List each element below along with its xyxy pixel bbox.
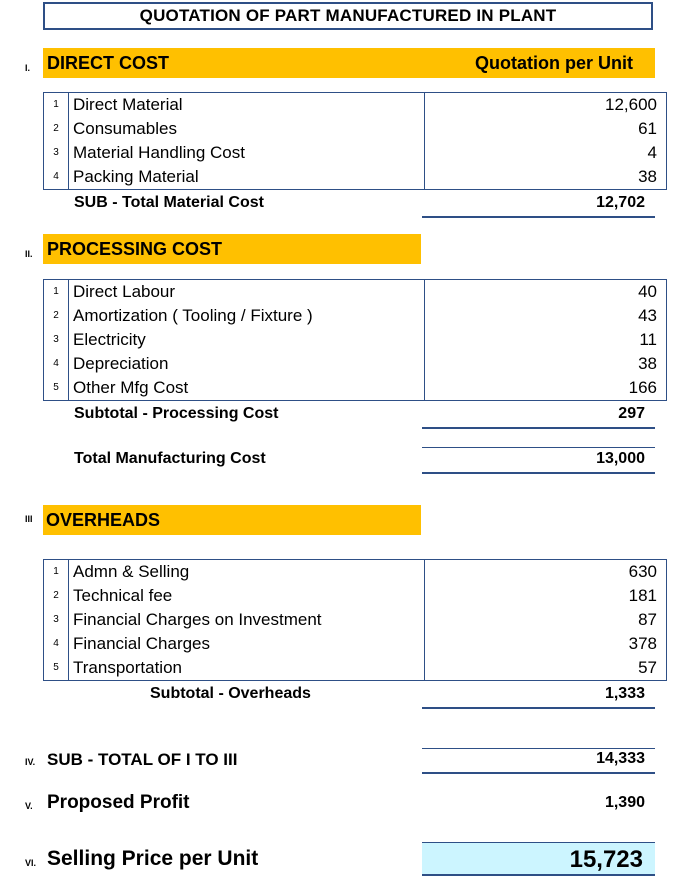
row-number: 3 — [44, 608, 69, 632]
row-number: 4 — [44, 632, 69, 656]
row-number: 2 — [44, 117, 69, 141]
row-value: 38 — [425, 352, 667, 376]
page-title: QUOTATION OF PART MANUFACTURED IN PLANT — [43, 2, 653, 30]
section-numeral-overheads: III — [25, 514, 33, 524]
row-value: 38 — [425, 165, 667, 190]
row-number: 1 — [44, 93, 69, 118]
row-number: 5 — [44, 656, 69, 681]
subtotal-overheads-value: 1,333 — [422, 685, 655, 709]
row-number: 5 — [44, 376, 69, 401]
subtotal-processing-label: Subtotal - Processing Cost — [74, 405, 279, 422]
row-label: Admn & Selling — [69, 560, 425, 585]
table-row — [44, 280, 667, 305]
divider — [422, 748, 655, 749]
section-header-direct — [43, 48, 655, 78]
column-heading-quotation: Quotation per Unit — [475, 52, 633, 73]
table-row — [44, 352, 667, 376]
table-row — [44, 608, 667, 632]
table-row — [44, 117, 667, 141]
row-label: Direct Labour — [69, 280, 425, 305]
selling-price-value: 15,723 — [422, 843, 655, 876]
row-number: 2 — [44, 304, 69, 328]
section-numeral-selling: VI. — [25, 858, 37, 868]
row-value: 4 — [425, 141, 667, 165]
table-row — [44, 165, 667, 190]
row-label: Depreciation — [69, 352, 425, 376]
section-header-overheads — [43, 505, 421, 535]
row-label: Financial Charges on Investment — [69, 608, 425, 632]
subtotal-all-label: SUB - TOTAL OF I TO III — [47, 750, 238, 769]
row-value: 630 — [425, 560, 667, 585]
subtotal-material-value: 12,702 — [422, 194, 655, 218]
table-row — [44, 304, 667, 328]
row-number: 2 — [44, 584, 69, 608]
section-title-processing: PROCESSING COST — [47, 238, 223, 259]
row-value: 87 — [425, 608, 667, 632]
row-number: 3 — [44, 141, 69, 165]
profit-value: 1,390 — [604, 794, 645, 811]
row-number: 4 — [44, 165, 69, 190]
row-value: 61 — [425, 117, 667, 141]
table-row — [44, 328, 667, 352]
row-label: Direct Material — [69, 93, 425, 118]
row-label: Transportation — [69, 656, 425, 681]
row-label: Financial Charges — [69, 632, 425, 656]
row-value: 181 — [425, 584, 667, 608]
subtotal-material-label: SUB - Total Material Cost — [74, 194, 264, 211]
selling-price-label: Selling Price per Unit — [47, 847, 259, 870]
section-title-direct: DIRECT COST — [47, 52, 170, 73]
row-number: 3 — [44, 328, 69, 352]
profit-label: Proposed Profit — [47, 792, 190, 813]
row-value: 43 — [425, 304, 667, 328]
table-row — [44, 656, 667, 681]
total-manufacturing-label: Total Manufacturing Cost — [74, 450, 266, 467]
subtotal-all-value: 14,333 — [422, 750, 655, 774]
section-numeral-direct: I. — [25, 63, 31, 73]
table-row — [44, 93, 667, 118]
row-label: Other Mfg Cost — [69, 376, 425, 401]
row-label: Consumables — [69, 117, 425, 141]
row-label: Packing Material — [69, 165, 425, 190]
row-value: 57 — [425, 656, 667, 681]
section-numeral-subtotal: IV. — [25, 757, 36, 767]
row-label: Material Handling Cost — [69, 141, 425, 165]
direct-cost-table — [43, 92, 667, 190]
table-row — [44, 584, 667, 608]
overheads-table — [43, 559, 667, 681]
table-row — [44, 560, 667, 585]
table-row — [44, 632, 667, 656]
table-row — [44, 141, 667, 165]
subtotal-overheads-label: Subtotal - Overheads — [150, 685, 311, 702]
row-value: 40 — [425, 280, 667, 305]
subtotal-processing-value: 297 — [422, 405, 655, 429]
row-label: Technical fee — [69, 584, 425, 608]
section-numeral-processing: II. — [25, 249, 33, 259]
total-manufacturing-value: 13,000 — [422, 450, 655, 474]
processing-cost-table — [43, 279, 667, 401]
row-label: Electricity — [69, 328, 425, 352]
row-value: 378 — [425, 632, 667, 656]
row-label: Amortization ( Tooling / Fixture ) — [69, 304, 425, 328]
section-title-overheads: OVERHEADS — [46, 509, 161, 530]
row-value: 166 — [425, 376, 667, 401]
section-numeral-profit: V. — [25, 801, 33, 811]
section-header-processing — [43, 234, 421, 264]
row-number: 4 — [44, 352, 69, 376]
table-row — [44, 376, 667, 401]
row-number: 1 — [44, 280, 69, 305]
row-number: 1 — [44, 560, 69, 585]
row-value: 11 — [425, 328, 667, 352]
divider — [422, 447, 655, 448]
row-value: 12,600 — [425, 93, 667, 118]
